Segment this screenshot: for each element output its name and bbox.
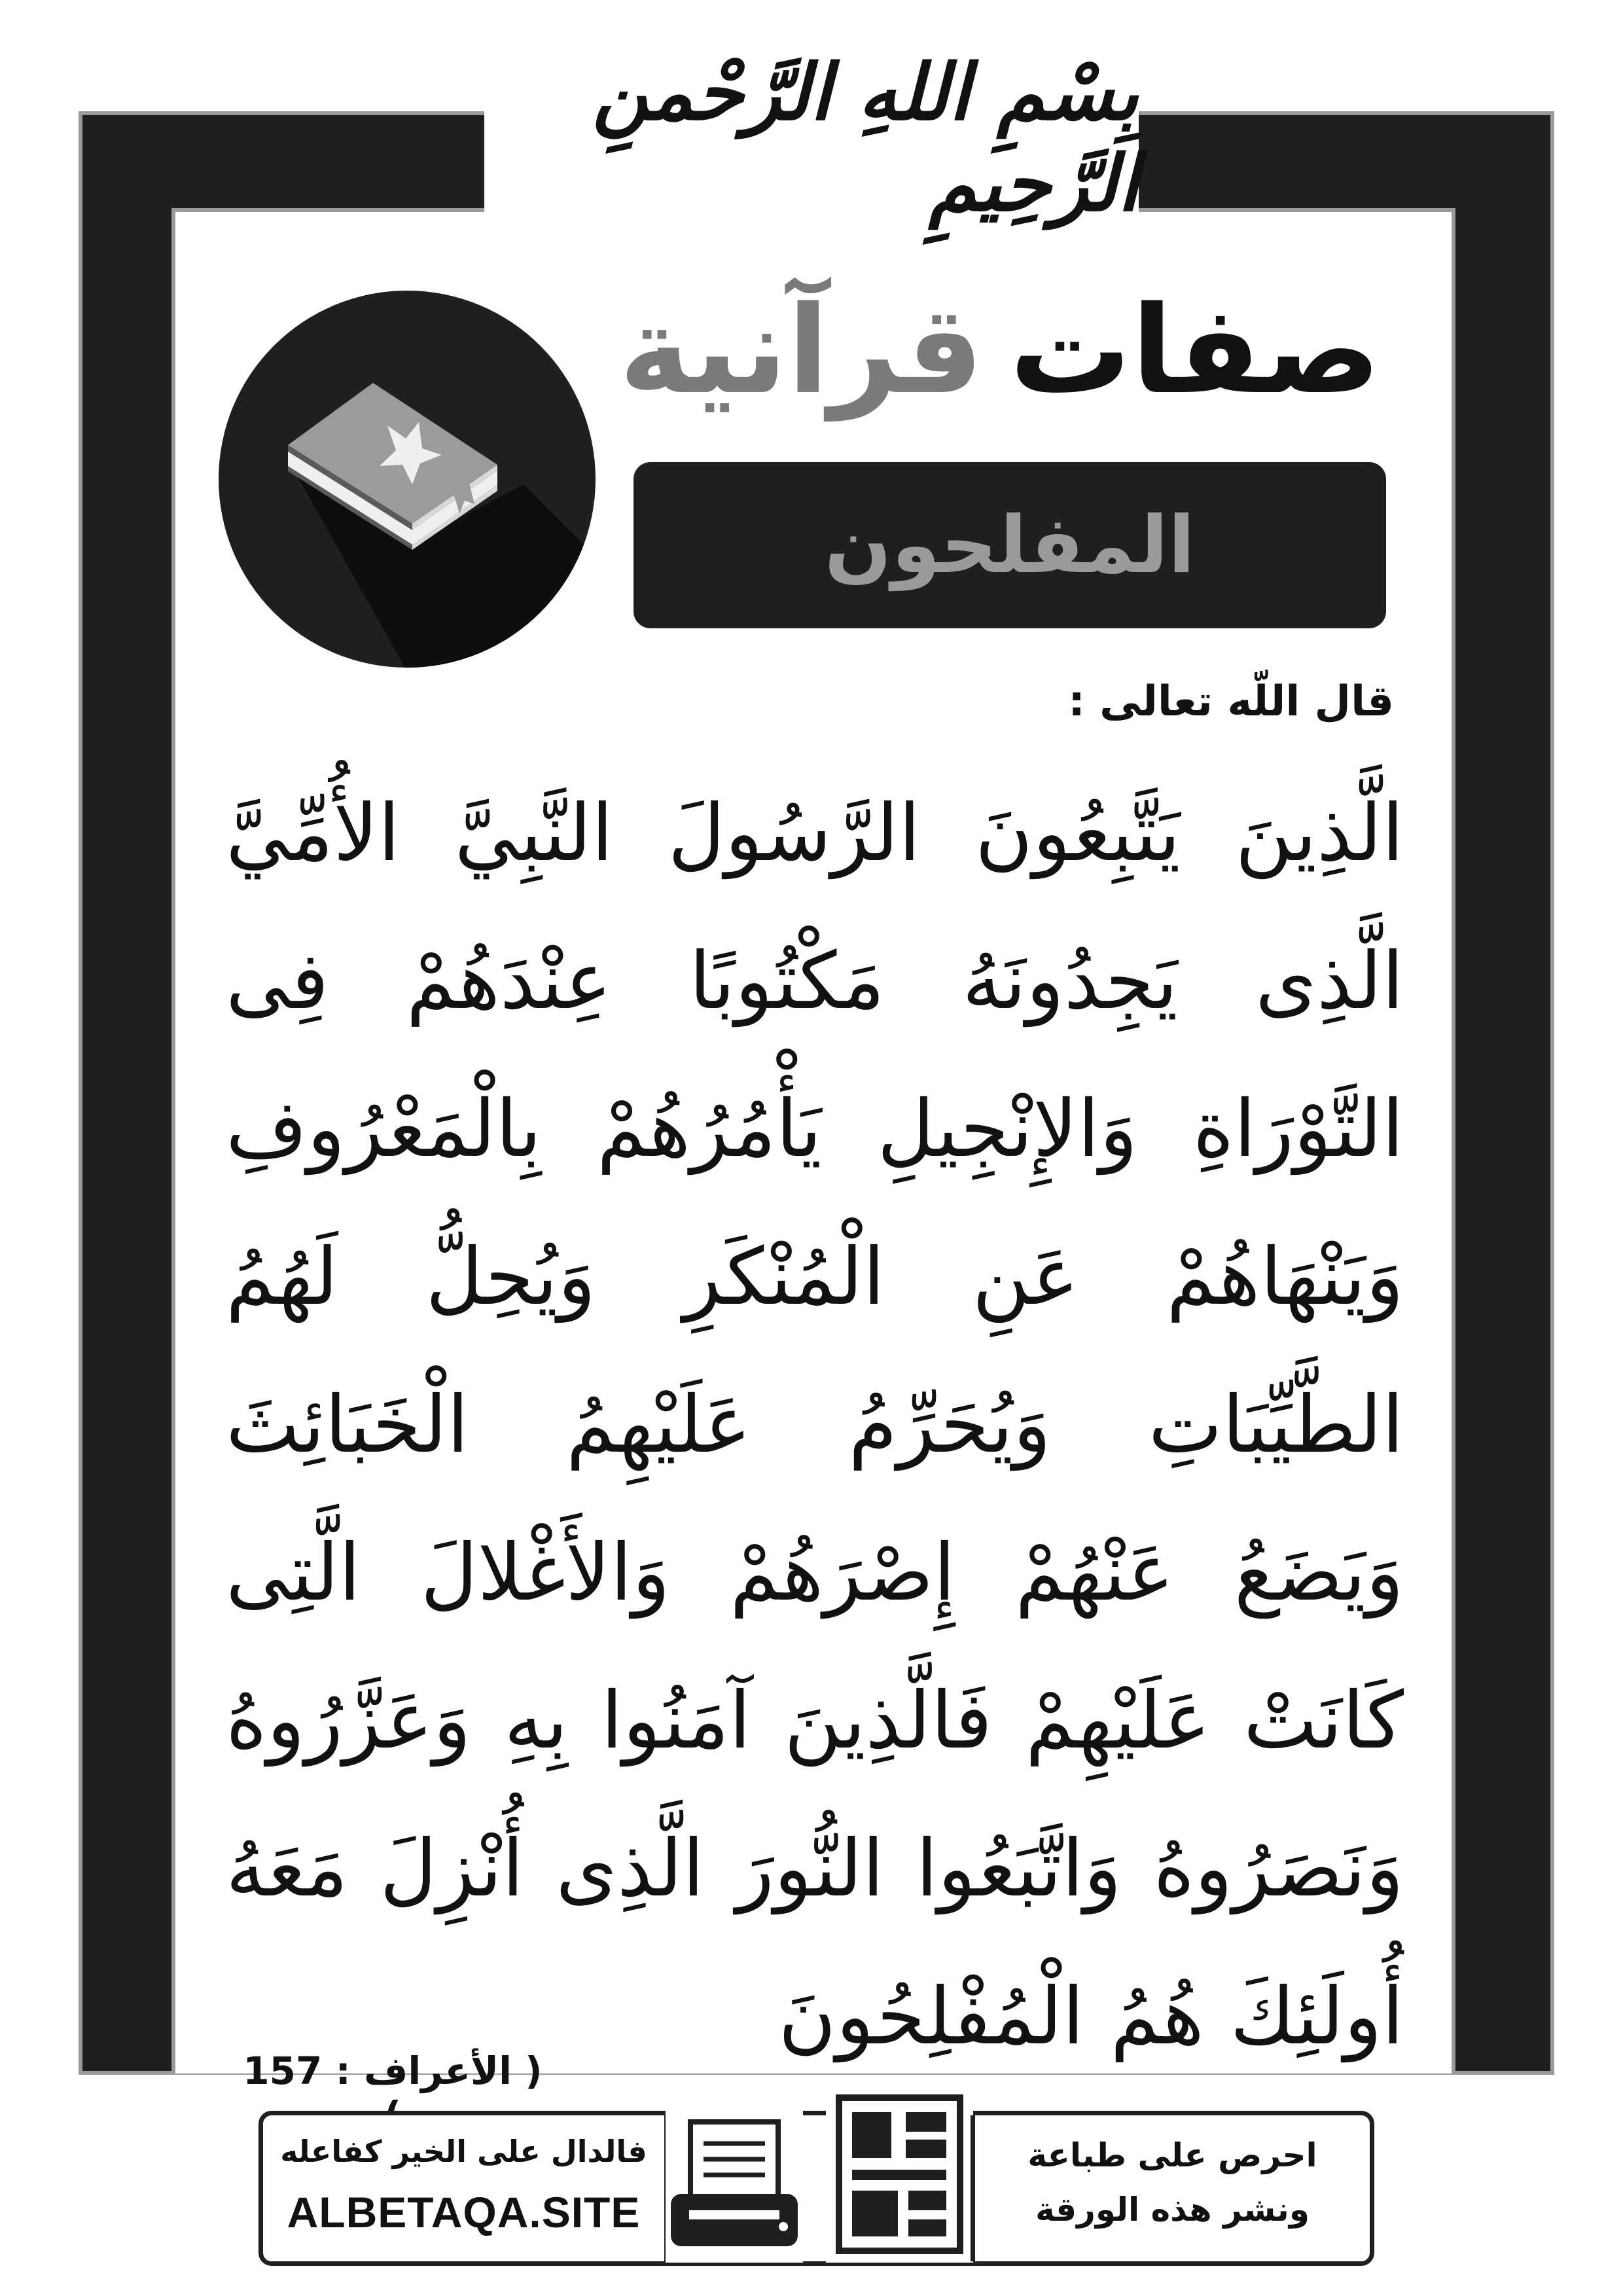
footer-site-panel: [263, 2115, 669, 2261]
verse-word: الأُمِّيَّ: [226, 787, 401, 879]
verse-word: الْمُفْلِحُونَ: [778, 1971, 1084, 2062]
verse-word: وَنَصَرُوهُ: [1153, 1823, 1404, 1914]
verse-word: الْخَبَائِثَ: [226, 1379, 469, 1471]
verse-word: يَجِدُونَهُ: [962, 935, 1178, 1027]
verse-word: كَانَتْ: [1243, 1675, 1404, 1767]
footer-bar: [259, 2111, 1374, 2266]
verse-word: الرَّسُولَ: [668, 787, 921, 879]
verse-word: وَيَنْهَاهُمْ: [1166, 1231, 1404, 1323]
verse-word: مَكْتُوبًا: [689, 935, 885, 1027]
verse-line: [226, 1795, 1404, 1943]
footer-note-panel: [971, 2115, 1370, 2261]
verse-block: [226, 759, 1404, 2094]
verse-word: عَنْهُمْ: [1015, 1527, 1175, 1619]
footer-site-link[interactable]: ALBETAQA.SITE: [287, 2188, 641, 2236]
verse-line: [226, 1647, 1404, 1795]
verse-word: الَّتِى: [226, 1527, 361, 1619]
verse-word: فَالَّذِينَ: [784, 1675, 993, 1767]
title-word-quraniya: قرآنية: [618, 279, 984, 421]
verse-word: إِصْرَهُمْ: [730, 1527, 955, 1619]
verse-word: عَلَيْهِمْ: [1025, 1675, 1211, 1767]
verse-word: أُولَئِكَ: [1230, 1971, 1404, 2062]
footer-note-line2: ونشر هذه الورقة: [1035, 2191, 1310, 2229]
verse-word: وَيُحِلُّ: [425, 1231, 596, 1323]
verse-word: وَالأَغْلالَ: [420, 1527, 670, 1619]
verse-word: يَأْمُرُهُمْ: [597, 1083, 822, 1175]
verse-reference: ( الأعراف : 157: [243, 2049, 543, 2093]
verse-line: [226, 1203, 1404, 1351]
verse-line: [226, 1351, 1404, 1499]
verse-word: مَعَهُ: [226, 1823, 348, 1914]
verse-word: فِى: [226, 935, 329, 1027]
verse-word: وَاتَّبَعُوا: [916, 1823, 1122, 1914]
printer-icon: [666, 2086, 803, 2263]
book-icon: [216, 288, 599, 671]
verse-line: [226, 759, 1404, 907]
verse-word: يَتَّبِعُونَ: [974, 787, 1181, 879]
footer-note-line1: احرص على طباعة: [1027, 2136, 1317, 2174]
verse-word: آمَنُوا: [601, 1675, 751, 1767]
verse-word: أُنْزِلَ: [380, 1823, 524, 1914]
verse-line: [226, 1499, 1404, 1647]
title-word-sifat: صفات: [1009, 279, 1381, 421]
verse-word: وَيُحَرِّمُ: [848, 1379, 1051, 1471]
verse-word: عَنِ: [972, 1231, 1079, 1323]
verse-word: هُمُ: [1110, 1971, 1204, 2062]
verse-word: عِنْدَهُمْ: [406, 935, 612, 1027]
page-title: [618, 275, 1381, 425]
verse-word: التَّوْرَاةِ: [1192, 1083, 1404, 1175]
dawat-alwaraqa-logo: [826, 2086, 973, 2263]
verse-word: بِهِ: [504, 1675, 568, 1767]
verse-word: وَالإِنْجِيلِ: [877, 1083, 1138, 1175]
intro-text: قال اللّه تعالى :: [1068, 677, 1394, 726]
verse-word: الْمُنْكَرِ: [683, 1231, 885, 1323]
subtitle-text: المفلحون: [824, 499, 1196, 591]
verse-word: الطَّيِّبَاتِ: [1148, 1379, 1404, 1471]
verse-word: بِالْمَعْرُوفِ: [226, 1083, 542, 1175]
verse-word: الَّذِى: [556, 1823, 705, 1914]
verse-word: وَيَضَعُ: [1234, 1527, 1404, 1619]
verse-line: [226, 907, 1404, 1055]
verse-word: الَّذِينَ: [1235, 787, 1404, 879]
basmala-calligraphy: بِسْمِ اللهِ الرَّحْمنِ الرَّحِيمِ: [592, 46, 1139, 228]
verse-word: النُّورَ: [736, 1823, 884, 1914]
verse-line: [226, 1055, 1404, 1203]
verse-word: النَّبِيَّ: [454, 787, 613, 879]
verse-word: لَهُمُ: [226, 1231, 338, 1323]
subtitle-bar: [633, 462, 1386, 628]
footer-dua: فالدال على الخير كفاعله: [280, 2134, 647, 2169]
verse-word: عَلَيْهِمُ: [566, 1379, 751, 1471]
verse-word: وَعَزَّرُوهُ: [226, 1675, 471, 1767]
verse-word: الَّذِى: [1255, 935, 1404, 1027]
